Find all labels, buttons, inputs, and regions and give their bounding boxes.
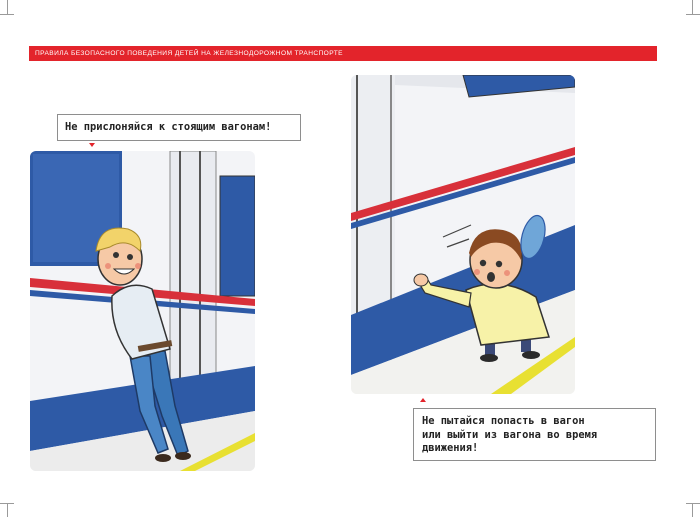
crop-mark xyxy=(7,503,8,517)
panel-moving-train-illustration xyxy=(351,75,575,394)
crop-mark xyxy=(7,0,8,14)
man-leaning-on-train-icon xyxy=(30,151,255,471)
caption-lean-warning xyxy=(57,114,301,141)
caption-line: или выйти из вагона во время xyxy=(422,428,598,441)
header-title: ПРАВИЛА БЕЗОПАСНОГО ПОВЕДЕНИЯ ДЕТЕЙ НА ЖЕЛЕЗНОДОРОЖНОМ ТРАНСПОРТЕ xyxy=(35,50,343,57)
panel-lean-illustration xyxy=(30,151,255,471)
crop-mark xyxy=(692,503,693,517)
boy-running-by-moving-train-icon xyxy=(351,75,575,394)
caption-line: Не пытайся попасть в вагон xyxy=(422,415,585,427)
caption-line: движения! xyxy=(422,442,479,454)
crop-mark xyxy=(0,503,14,504)
crop-mark xyxy=(0,14,14,15)
caption-pointer xyxy=(89,143,95,147)
header-bar xyxy=(29,46,657,61)
caption-text: Не прислоняйся к стоящим вагонам! xyxy=(65,121,272,133)
crop-mark xyxy=(686,14,700,15)
crop-mark xyxy=(692,0,693,14)
crop-mark xyxy=(686,503,700,504)
caption-moving-train-warning xyxy=(413,408,656,461)
caption-pointer xyxy=(420,398,426,402)
